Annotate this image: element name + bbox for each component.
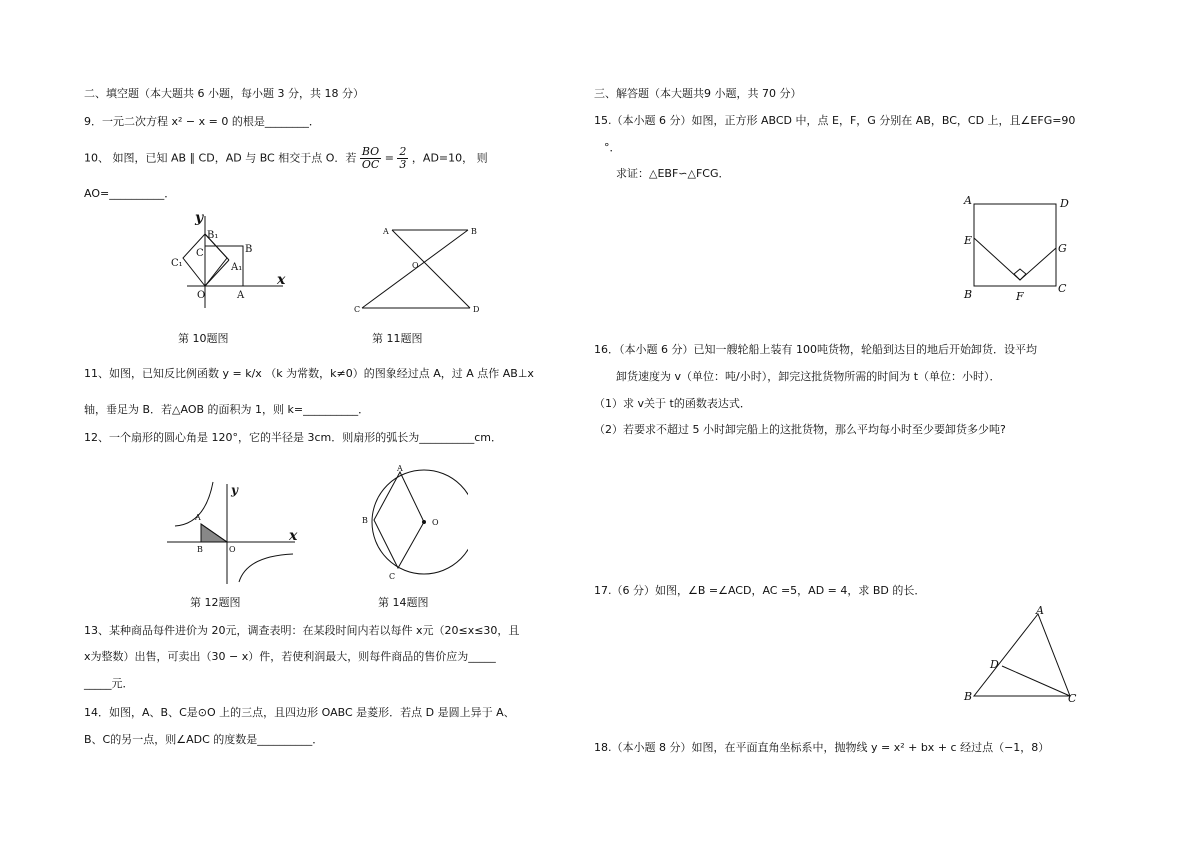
caption-figure-10: 第 10题图 [178, 332, 229, 345]
fig11-label-a: A [383, 227, 389, 236]
fig10-label-o: O [197, 290, 206, 301]
question-18: 18.（本小题 8 分）如图，在平面直角坐标系中，抛物线 y = x² + bx + c 经过点（−1，8） [594, 741, 1050, 754]
fig17-label-a: A [1036, 604, 1044, 617]
figure-11 [350, 222, 490, 318]
figure-14 [358, 462, 468, 586]
question-15-line2: °． [604, 141, 621, 154]
fig11-label-c: C [354, 305, 361, 314]
fig14-label-o: O [432, 518, 439, 527]
fig10-label-a: A [237, 290, 245, 301]
fig14-label-c: C [389, 572, 396, 581]
question-13-line2: x为整数）出售，可卖出（30 − x）件，若使利润最大，则每件商品的售价应为_____ [84, 650, 496, 663]
fig10-label-b1: B₁ [207, 230, 219, 241]
fig12-label-b: B [197, 545, 203, 554]
question-16-part1: （1）求 v关于 t的函数表达式． [594, 397, 751, 410]
fig15-label-g: G [1058, 242, 1067, 255]
question-16-line1: 16．（本小题 6 分）已知一艘轮船上装有 100吨货物，轮船到达目的地后开始卸货．设平均 [594, 343, 1037, 356]
fig17-label-b: B [964, 690, 973, 703]
figure-12 [165, 480, 305, 585]
q10-fraction-2-3: $\frac{2}{3}$ [399, 145, 407, 171]
q10-fraction-bo-oc: $\frac{BO}{OC}$ [361, 145, 380, 171]
fig12-label-x: x [289, 528, 298, 544]
question-12: 12、一个扇形的圆心角是 120°，它的半径是 3cm．则扇形的弧长为__________cm． [84, 431, 503, 444]
question-10-line1: 10、 如图，已知 AB ∥ CD，AD 与 BC 相交于点 O．若 $\frac{BO}{OC}$ = $\frac{2}{3}$ ，AD=10， 则 [84, 145, 488, 171]
question-16-part2: （2）若要求不超过 5 小时卸完船上的这批货物，那么平均每小时至少要卸货多少吨? [594, 423, 1006, 436]
fig12-label-y: y [231, 483, 238, 497]
fig10-label-c1: C₁ [171, 258, 183, 269]
question-16-line2: 卸货速度为 v（单位：吨/小时），卸完这批货物所需的时间为 t（单位：小时）． [616, 370, 1001, 383]
section-title-fill-in: 二、填空题（本大题共 6 小题，每小题 3 分，共 18 分） [84, 87, 364, 100]
fig15-label-e: E [964, 234, 973, 247]
question-10-line2: AO=__________． [84, 187, 176, 200]
section-title-solutions: 三、解答题（本大题共9 小题，共 70 分） [594, 87, 802, 100]
fig15-label-b: B [964, 288, 973, 301]
figure-10 [165, 208, 295, 308]
question-11-line1: 11、如图，已知反比例函数 y = k/x （k 为常数，k≠0）的图象经过点 A，过 A 点作 AB⊥x [84, 367, 534, 380]
caption-figure-14: 第 14题图 [378, 596, 429, 609]
question-17: 17.（6 分）如图，∠B =∠ACD，AC =5，AD = 4，求 BD 的长． [594, 584, 926, 597]
q10-text-b: ，AD=10， 则 [411, 151, 488, 165]
fig10-label-a1: A₁ [231, 262, 243, 273]
fig15-label-c: C [1058, 282, 1067, 295]
fig12-label-o: O [229, 545, 236, 554]
fig17-label-d: D [990, 658, 999, 671]
question-14-line2: B、C的另一点，则∠ADC 的度数是__________． [84, 733, 324, 746]
fig12-label-a: A [195, 513, 201, 522]
caption-figure-12: 第 12题图 [190, 596, 241, 609]
question-15-line1: 15.（本小题 6 分）如图，正方形 ABCD 中，点 E，F，G 分别在 AB，BC，CD 上，且∠EFG=90 [594, 114, 1076, 127]
fig10-label-x: x [277, 272, 286, 288]
fig14-label-b: B [362, 516, 368, 525]
question-14-line1: 14．如图，A、B、C是⊙O 上的三点，且四边形 OABC 是菱形．若点 D 是圆上异于 A、 [84, 706, 515, 719]
fig14-label-a: A [397, 464, 403, 473]
q10-text-a: 10、 如图，已知 AB ∥ CD，AD 与 BC 相交于点 O．若 [84, 151, 357, 165]
fig10-label-b: B [245, 244, 253, 255]
question-15-prove: 求证：△EBF∽△FCG． [616, 167, 730, 180]
question-13-line3: _____元． [84, 677, 134, 690]
figure-15 [958, 192, 1078, 304]
fig15-label-d: D [1060, 197, 1069, 210]
caption-figure-11: 第 11题图 [372, 332, 423, 345]
fig15-label-a: A [964, 194, 972, 207]
fig11-label-o: O [412, 261, 419, 270]
fig11-label-d: D [473, 305, 480, 314]
fig10-label-c: C [196, 248, 204, 259]
fig10-label-y: y [195, 210, 204, 226]
figure-17 [958, 602, 1078, 706]
question-9: 9．一元二次方程 x² − x = 0 的根是________． [84, 115, 320, 128]
question-13-line1: 13、某种商品每件进价为 20元，调查表明：在某段时间内若以每件 x元（20≤x≤30，且 [84, 624, 520, 637]
fig17-label-c: C [1068, 692, 1077, 705]
fig15-label-f: F [1016, 290, 1024, 303]
question-11-line2: 轴，垂足为 B．若△AOB 的面积为 1，则 k=__________． [84, 403, 370, 416]
fig11-label-b: B [471, 227, 477, 236]
